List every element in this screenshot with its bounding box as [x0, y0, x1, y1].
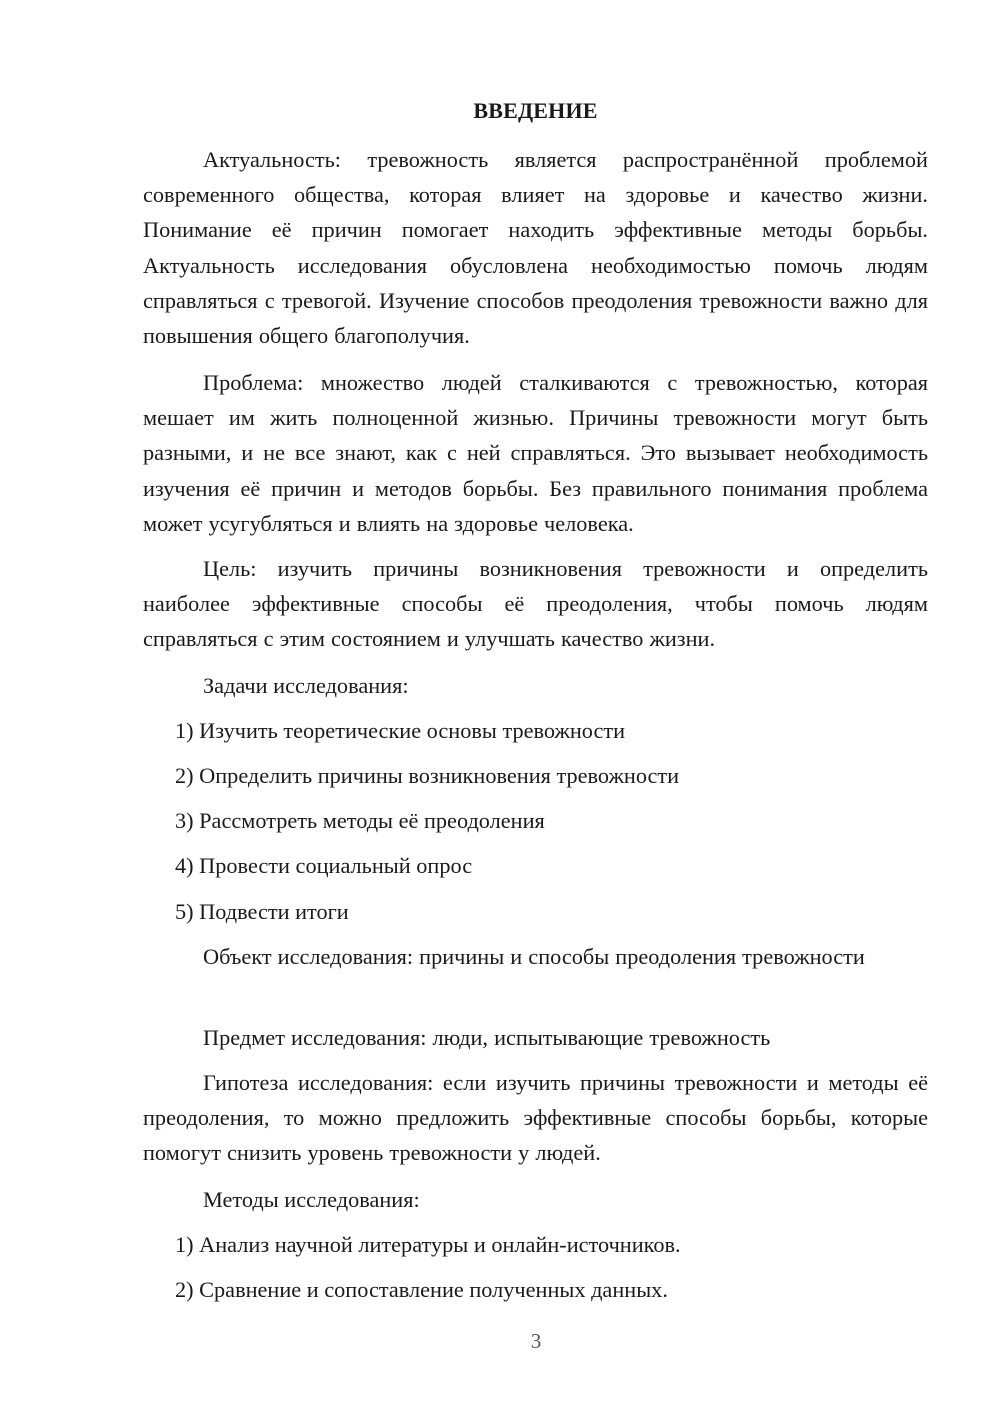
task-item: 2) Определить причины возникновения тревожности: [175, 763, 680, 788]
subject-paragraph: Предмет исследования: люди, испытывающие тревожность: [203, 1025, 771, 1050]
task-item: 3) Рассмотреть методы её преодоления: [175, 808, 545, 833]
method-item: 2) Сравнение и сопоставление полученных данных.: [175, 1277, 668, 1302]
task-item: 1) Изучить теоретические основы тревожности: [175, 718, 626, 743]
task-item: 4) Провести социальный опрос: [175, 853, 473, 878]
hypothesis-paragraph: Гипотеза исследования: если изучить причины тревожности и методы её преодоления, то можно предложить эффективные способы борьбы, которые помогут снизить уровень тревожности у людей.: [143, 1070, 928, 1166]
tasks-heading: Задачи исследования:: [203, 673, 409, 698]
goal-paragraph: Цель: изучить причины возникновения тревожности и определить наиболее эффективные способы её преодоления, чтобы помочь людям справляться с этим состоянием и улучшать качество жизни.: [143, 556, 928, 652]
page-title: ВВЕДЕНИЕ: [473, 98, 598, 123]
method-item: 1) Анализ научной литературы и онлайн-источников.: [175, 1232, 681, 1257]
problem-paragraph: Проблема: множество людей сталкиваются с тревожностью, которая мешает им жить полноценной жизнью. Причины тревожности могут быть разными, и не все знают, как с ней справляться. Это вызывает необходимость изучения её причин и методов борьбы. Без правильного понимания проблема может усугубляться и влиять на здоровье человека.: [143, 370, 928, 536]
methods-heading: Методы исследования:: [203, 1187, 420, 1212]
page-number: 3: [530, 1329, 542, 1353]
relevance-paragraph: Актуальность: тревожность является распространённой проблемой современного общества, которая влияет на здоровье и качество жизни. Понимание её причин помогает находить эффективные методы борьбы. Актуальность исследования обусловлена необходимостью помочь людям справляться с тревогой. Изучение способов преодоления тревожности важно для повышения общего благополучия.: [143, 147, 928, 349]
object-paragraph: Объект исследования: причины и способы преодоления тревожности: [203, 944, 865, 969]
task-item: 5) Подвести итоги: [175, 899, 349, 924]
